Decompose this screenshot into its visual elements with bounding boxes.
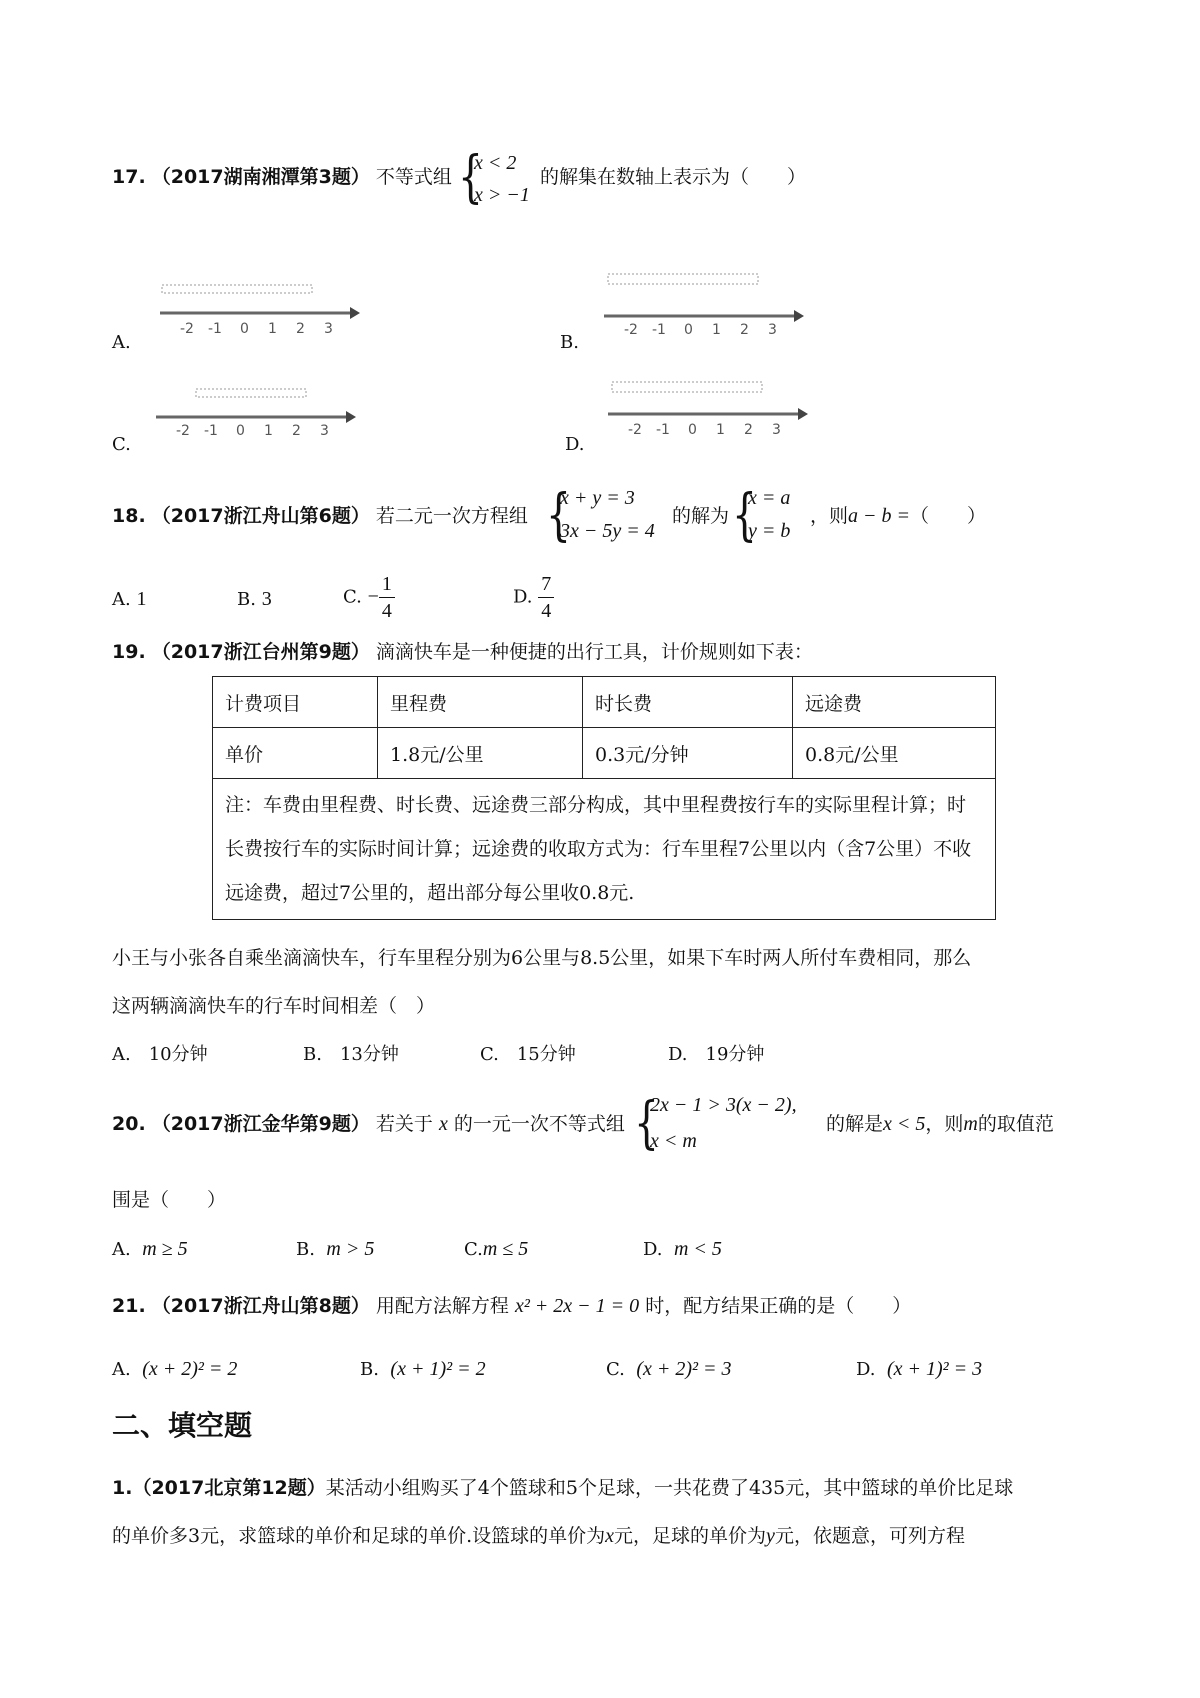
option-b: B. m > 5 [296, 1238, 375, 1260]
question-text: 不等式组 [375, 166, 452, 188]
question-text: 若二元一次方程组 [375, 505, 528, 527]
question-number: 18. [112, 505, 146, 527]
option-b: B. (x + 1)² = 2 [360, 1358, 486, 1380]
question-text: 滴滴快车是一种便捷的出行工具，计价规则如下表： [375, 641, 813, 663]
question-number: 17. [112, 166, 146, 188]
header-cell: 时长费 [583, 677, 793, 728]
tick-label: 1 [264, 423, 273, 439]
option-a: A. 1 [112, 588, 147, 610]
question-number: 21. [112, 1295, 146, 1317]
tick-label: 3 [324, 321, 333, 337]
question-source: （2017浙江舟山第6题） [151, 505, 370, 527]
number-line-b [604, 270, 804, 340]
option-c-label: C. [112, 434, 131, 455]
option-b-label: B. [560, 332, 579, 353]
solution-line-2: y = b [748, 520, 791, 542]
system-line-2: x > −1 [474, 184, 530, 206]
tick-label: 3 [768, 322, 777, 338]
question-text-mid: 的解为 [672, 505, 730, 527]
tick-label: 2 [744, 422, 753, 438]
question-number: 19. [112, 641, 146, 663]
question-19-body-line-2: 这两辆滴滴快车的行车时间相差（ ） [112, 995, 436, 1017]
brace-symbol: { [634, 1091, 659, 1156]
fill-question-1 [112, 1474, 1013, 1502]
tick-label: 0 [236, 423, 245, 439]
question-number: 1. [112, 1477, 133, 1499]
question-18 [112, 502, 528, 530]
option-d: D. 19分钟 [668, 1044, 765, 1065]
number-line-a [160, 283, 360, 343]
fraction: $\frac{1}{4}$ [379, 573, 395, 622]
tick-label: -2 [624, 322, 638, 338]
tick-label: -2 [176, 423, 190, 439]
question-20-line-2: 围是（ ） [112, 1189, 227, 1211]
tick-label: -1 [656, 422, 670, 438]
question-text: 用配方法解方程 [375, 1295, 509, 1317]
table-cell: 0.3元/分钟 [583, 728, 793, 779]
option-d: D. m < 5 [643, 1238, 722, 1260]
table-cell: 单价 [213, 728, 378, 779]
question-text: 若关于 [375, 1113, 433, 1135]
brace-symbol: { [458, 145, 483, 210]
question-19 [112, 638, 813, 666]
option-d: D. (x + 1)² = 3 [856, 1358, 983, 1380]
tick-label: 3 [320, 423, 329, 439]
table-header-row [213, 677, 996, 728]
option-b: B. 13分钟 [303, 1044, 399, 1065]
solution-line-1: x = a [748, 487, 791, 509]
option-c: C. 15分钟 [480, 1044, 576, 1065]
tick-label: -1 [204, 423, 218, 439]
option-b: B. 3 [237, 588, 272, 610]
question-20 [112, 1110, 625, 1138]
question-source: （2017浙江金华第9题） [151, 1113, 370, 1135]
tick-label: 1 [716, 422, 725, 438]
tick-label: 2 [296, 321, 305, 337]
table-note: 注：车费由里程费、时长费、远途费三部分构成，其中里程费按行车的实际里程计算；时长费按行车的实际时间计算；远途费的收取方式为：行车里程7公里以内（含7公里）不收远途费，超过7公里的，超出部分每公里收0.8元. [213, 779, 996, 920]
question-text-post: 的解集在数轴上表示为（ ） [540, 166, 807, 188]
question-source: （2017北京第12题） [132, 1477, 326, 1499]
brace-symbol: { [546, 483, 571, 548]
header-cell: 远途费 [793, 677, 996, 728]
question-source: （2017浙江台州第9题） [151, 641, 370, 663]
question-number: 20. [112, 1113, 146, 1135]
question-17 [112, 163, 452, 191]
table-cell: 1.8元/公里 [378, 728, 583, 779]
tick-label: 3 [772, 422, 781, 438]
header-cell: 里程费 [378, 677, 583, 728]
question-text: 的一元一次不等式组 [453, 1113, 625, 1135]
tick-label: 2 [292, 423, 301, 439]
option-a: A. m ≥ 5 [112, 1238, 188, 1260]
fill-question-1-line-2: 的单价多3元，求篮球的单价和足球的单价.设篮球的单价为x元，足球的单价为y元，依题意，可列方程 [112, 1525, 965, 1547]
number-line-c [156, 385, 356, 445]
tick-label: 0 [688, 422, 697, 438]
fraction: $\frac{7}{4}$ [538, 573, 554, 622]
system-line-1: x < 2 [474, 152, 517, 174]
option-a: A. 10分钟 [112, 1044, 208, 1065]
question-source: （2017湖南湘潭第3题） [151, 166, 370, 188]
tick-label: 1 [268, 321, 277, 337]
table-cell: 0.8元/公里 [793, 728, 996, 779]
option-a-label: A. [112, 332, 131, 353]
system-line-1: x + y = 3 [560, 487, 635, 509]
option-a: A. (x + 2)² = 2 [112, 1358, 238, 1380]
option-c: C. − $\frac{1}{4}$ [343, 573, 395, 622]
variable: x [438, 1113, 448, 1135]
equation: x² + 2x − 1 = 0 [514, 1295, 640, 1317]
header-cell: 计费项目 [213, 677, 378, 728]
tick-label: 1 [712, 322, 721, 338]
expression: a − b = [848, 505, 911, 527]
tick-label: 2 [740, 322, 749, 338]
section-title: 二、填空题 [112, 1409, 253, 1442]
question-19-body-line-1: 小王与小张各自乘坐滴滴快车，行车里程分别为6公里与8.5公里，如果下车时两人所付车费相同，那么 [112, 947, 972, 969]
option-d-label: D. [565, 434, 585, 455]
question-text-post: 的解是x < 5，则m的取值范 [826, 1113, 1054, 1135]
tick-label: -1 [208, 321, 222, 337]
table-note-row [213, 779, 996, 920]
system-line-1: 2x − 1 > 3(x − 2), [650, 1094, 797, 1116]
tick-label: -1 [652, 322, 666, 338]
table-row [213, 728, 996, 779]
option-d: D. $\frac{7}{4}$ [513, 573, 554, 622]
tick-label: -2 [628, 422, 642, 438]
question-text-post: ，则a − b =（ ） [810, 505, 987, 527]
system-line-2: 3x − 5y = 4 [560, 520, 655, 542]
question-21 [112, 1292, 911, 1320]
number-line-d [608, 378, 808, 448]
tick-label: 0 [240, 321, 249, 337]
brace-symbol: { [732, 483, 757, 548]
question-text: 某活动小组购买了4个篮球和5个足球，一共花费了435元，其中篮球的单价比足球 [325, 1477, 1014, 1499]
system-line-2: x < m [650, 1130, 697, 1152]
question-source: （2017浙江舟山第8题） [151, 1295, 370, 1317]
option-c: C.m ≤ 5 [464, 1238, 529, 1260]
tick-label: -2 [180, 321, 194, 337]
tick-label: 0 [684, 322, 693, 338]
question-text: 时，配方结果正确的是（ ） [645, 1295, 912, 1317]
fare-table [212, 676, 996, 920]
option-c: C. (x + 2)² = 3 [606, 1358, 732, 1380]
